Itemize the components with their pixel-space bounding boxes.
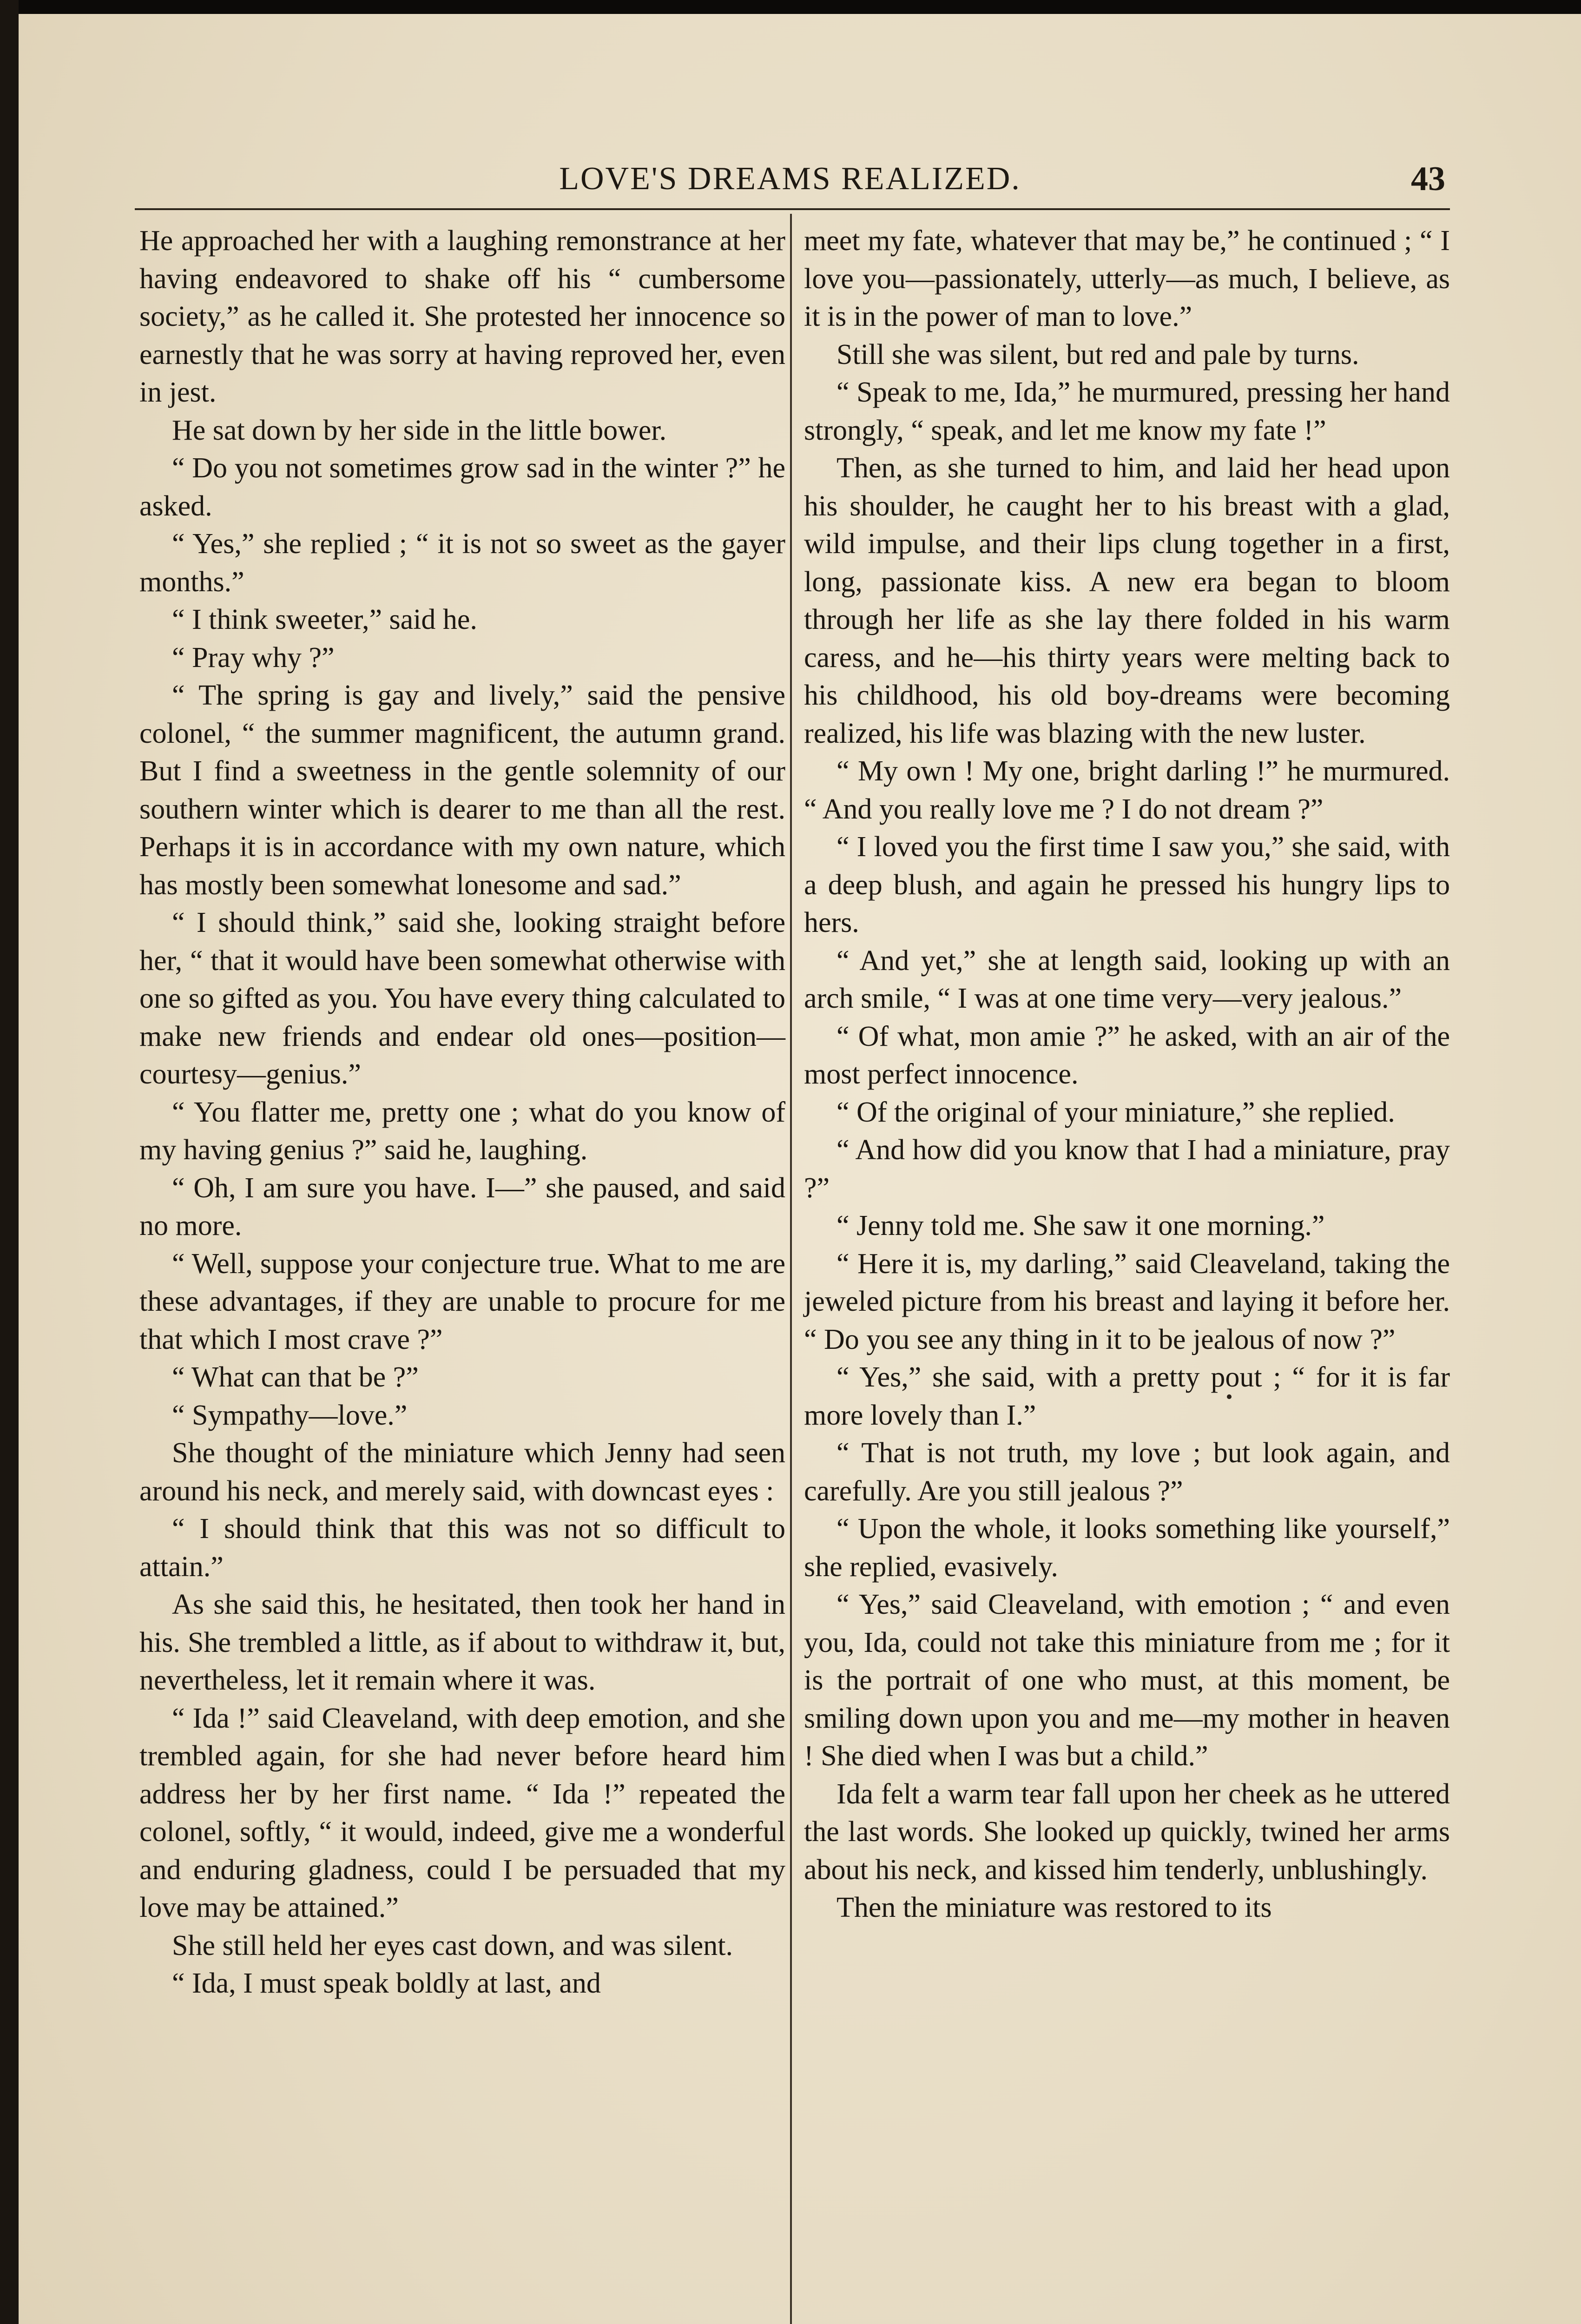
- paragraph: She still held her eyes cast down, and was silent.: [172, 1929, 733, 1961]
- paragraph: “ Speak to me, Ida,” he murmured, pressing her hand strongly, “ speak, and let me know my fate !”: [804, 376, 1450, 446]
- paragraph: He approached her with a laughing remonstrance at her having endeavored to shake off his “ cumbersome society,” as he called it. She protested her innocence so earnestly that he was sorry at having reproved her, even in jest.: [139, 225, 785, 408]
- paragraph: “ Well, suppose your conjecture true. What to me are these advantages, if they are unable to procure for me that which I most crave ?”: [139, 1248, 785, 1355]
- right-column: [804, 222, 1450, 1927]
- paragraph: “ The spring is gay and lively,” said the pensive colonel, “ the summer magnificent, the autumn grand. But I find a sweetness in the gentle solemnity of our southern winter which is dearer to me than all the rest. Perhaps it is in accordance with my own nature, which has mostly been somewhat lonesome and sad.”: [139, 680, 785, 901]
- paragraph: “ Here it is, my darling,” said Cleaveland, taking the jeweled picture from his breast and laying it before her. “ Do you see any thing in it to be jealous of now ?”: [804, 1248, 1450, 1355]
- paragraph: “ My own ! My one, bright darling !” he murmured. “ And you really love me ? I do not dream ?”: [804, 755, 1450, 825]
- paragraph: “ Jenny told me. She saw it one morning.”: [837, 1210, 1325, 1241]
- paragraph: “ And how did you know that I had a miniature, pray ?”: [804, 1134, 1450, 1204]
- paragraph: “ I should think,” said she, looking straight before her, “ that it would have been somewhat otherwise with one so gifted as you. You have every thing calculated to make new friends and endear old ones—position—courtesy—genius.”: [139, 907, 785, 1090]
- paragraph: “ What can that be ?”: [172, 1361, 419, 1393]
- paragraph: “ Oh, I am sure you have. I—” she paused, and said no more.: [139, 1172, 785, 1241]
- paragraph: Then, as she turned to him, and laid her head upon his shoulder, he caught her to his breast with a glad, wild impulse, and their lips clung together in a first, long, passionate kiss. A new era began to bloom through her life as she lay there folded in his warm caress, and he—his thirty years were melting back to his childhood, his old boy-dreams were becoming realized, his life was blazing with the new luster.: [804, 452, 1450, 749]
- page-header: [0, 153, 1581, 205]
- paragraph: “ Of what, mon amie ?” he asked, with an air of the most perfect innocence.: [804, 1020, 1450, 1090]
- paragraph: He sat down by her side in the little bower.: [172, 414, 667, 446]
- paragraph: “ And yet,” she at length said, looking up with an arch smile, “ I was at one time very—very jealous.”: [804, 944, 1450, 1014]
- paragraph: “ Yes,” said Cleaveland, with emotion ; “ and even you, Ida, could not take this miniature from me ; for it is the portrait of one who must, at this moment, be smiling down upon you and me—my mother in heaven ! She died when I was but a child.”: [804, 1589, 1450, 1772]
- ink-spot: [1227, 1394, 1232, 1399]
- paragraph: Then the miniature was restored to its: [837, 1892, 1272, 1923]
- paragraph: Ida felt a warm tear fall upon her cheek as he uttered the last words. She looked up quickly, twined her arms about his neck, and kissed him tenderly, unblushingly.: [804, 1778, 1450, 1886]
- paragraph: “ Upon the whole, it looks something like yourself,” she replied, evasively.: [804, 1513, 1450, 1583]
- paragraph: “ Yes,” she replied ; “ it is not so sweet as the gayer months.”: [139, 528, 785, 598]
- scan-border-left: [0, 0, 19, 2324]
- paragraph: “ Ida !” said Cleaveland, with deep emotion, and she trembled again, for she had never before heard him address her by her first name. “ Ida !” repeated the colonel, softly, “ it would, indeed, give me a wonderful and enduring gladness, could I be persuaded that my love may be attained.”: [139, 1702, 785, 1923]
- paragraph: “ I loved you the first time I saw you,” she said, with a deep blush, and again he pressed his hungry lips to hers.: [804, 831, 1450, 938]
- column-divider: [790, 214, 792, 2324]
- running-title: LOVE'S DREAMS REALIZED.: [559, 161, 1021, 197]
- paragraph: “ Of the original of your miniature,” she replied.: [837, 1096, 1395, 1128]
- paragraph: “ You flatter me, pretty one ; what do you know of my having genius ?” said he, laughing.: [139, 1096, 785, 1166]
- paragraph: “ Yes,” she said, with a pretty pout ; “ for it is far more lovely than I.”: [804, 1361, 1450, 1431]
- paragraph: As she said this, he hesitated, then took her hand in his. She trembled a little, as if about to withdraw it, but, nevertheless, let it remain where it was.: [139, 1589, 785, 1696]
- paragraph: “ I should think that this was not so difficult to attain.”: [139, 1513, 785, 1583]
- paragraph: “ Pray why ?”: [172, 641, 335, 673]
- paragraph: She thought of the miniature which Jenny had seen around his neck, and merely said, with downcast eyes :: [139, 1437, 785, 1507]
- page-number: 43: [1411, 160, 1445, 198]
- paragraph: “ That is not truth, my love ; but look again, and carefully. Are you still jealous ?”: [804, 1437, 1450, 1507]
- header-rule: [135, 208, 1450, 210]
- paragraph: meet my fate, whatever that may be,” he continued ; “ I love you—passionately, utterly—as much, I believe, as it is in the power of man to love.”: [804, 225, 1450, 332]
- paragraph: “ I think sweeter,” said he.: [172, 604, 477, 635]
- left-column: [139, 222, 785, 2003]
- paragraph: “ Do you not sometimes grow sad in the winter ?” he asked.: [139, 452, 785, 522]
- paragraph: “ Ida, I must speak boldly at last, and: [172, 1967, 601, 1999]
- paragraph: “ Sympathy—love.”: [172, 1399, 408, 1431]
- paragraph: Still she was silent, but red and pale by turns.: [837, 338, 1359, 370]
